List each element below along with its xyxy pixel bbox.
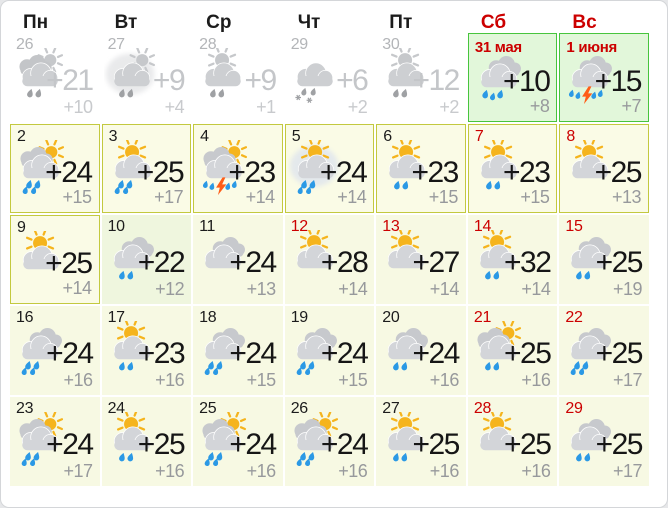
night-temp: +14	[429, 279, 459, 299]
day-temp: +23	[137, 337, 185, 370]
night-temp: +15	[62, 187, 92, 207]
day-temp: +23	[503, 156, 550, 189]
day-number: 23	[16, 400, 34, 417]
day-number: 27	[107, 36, 125, 53]
day-temp: +25	[594, 156, 641, 189]
day-temp: +24	[46, 428, 93, 461]
day-cell[interactable]	[102, 215, 192, 304]
day-temp: +9	[244, 64, 276, 97]
day-number: 5	[291, 128, 301, 145]
day-temp: +12	[412, 64, 459, 97]
day-number: 11	[199, 218, 216, 235]
day-temp: +9	[152, 64, 185, 97]
day-temp: +24	[46, 337, 93, 370]
night-temp: +13	[611, 187, 641, 207]
weekday-header-row	[10, 7, 649, 33]
day-cell[interactable]	[376, 124, 466, 213]
night-temp: +13	[246, 279, 276, 299]
day-temp: +25	[595, 428, 642, 461]
day-temp: +24	[412, 337, 459, 370]
night-temp: +16	[246, 461, 276, 481]
day-temp: +25	[504, 428, 551, 461]
night-temp: +17	[63, 461, 93, 481]
day-temp: +10	[503, 65, 550, 98]
day-temp: +27	[412, 246, 459, 279]
day-number: 26	[16, 36, 34, 53]
day-cell[interactable]	[285, 306, 375, 395]
calendar-grid	[10, 33, 649, 486]
day-cell[interactable]	[376, 215, 466, 304]
day-number: 2	[17, 128, 26, 145]
day-cell[interactable]	[285, 215, 375, 304]
day-cell[interactable]	[285, 124, 375, 213]
day-number: 31 мая	[474, 39, 522, 56]
day-number: 8	[566, 128, 576, 145]
day-number: 28	[473, 400, 492, 417]
day-number: 9	[17, 219, 26, 236]
night-temp: +2	[347, 97, 368, 117]
day-temp: +24	[320, 428, 368, 461]
day-cell[interactable]	[468, 124, 558, 213]
night-temp: +10	[63, 97, 93, 117]
day-temp: +25	[412, 428, 459, 461]
day-cell[interactable]	[102, 124, 192, 213]
day-temp: +24	[229, 428, 276, 461]
weekday-header: Вс	[572, 12, 597, 33]
day-temp: +6	[336, 64, 368, 97]
day-cell[interactable]	[559, 33, 649, 122]
night-temp: +15	[520, 187, 550, 207]
day-cell[interactable]	[468, 33, 558, 122]
day-cell[interactable]	[468, 306, 558, 395]
day-number: 29	[565, 400, 583, 417]
night-temp: +16	[429, 461, 459, 481]
night-temp: +15	[338, 370, 368, 390]
night-temp: +14	[337, 187, 367, 207]
day-temp: +24	[320, 337, 368, 370]
day-temp: +15	[594, 65, 641, 98]
cloud-sleet-icon	[287, 48, 343, 104]
day-cell[interactable]	[10, 306, 100, 395]
weekday-header: Вт	[114, 12, 138, 33]
day-cell	[10, 33, 100, 122]
day-temp: +23	[411, 156, 458, 189]
day-cell[interactable]	[10, 397, 100, 486]
night-temp: +14	[338, 279, 368, 299]
weekday-header: Сб	[480, 12, 507, 33]
day-number: 26	[290, 400, 308, 417]
day-cell[interactable]	[376, 397, 466, 486]
day-number: 29	[290, 36, 308, 53]
weekday-header: Ср	[206, 12, 232, 33]
day-number: 19	[290, 309, 308, 326]
day-cell[interactable]	[559, 397, 649, 486]
day-temp: +25	[595, 246, 642, 279]
day-temp: +25	[137, 428, 185, 461]
day-number: 22	[565, 309, 583, 326]
night-temp: +16	[521, 461, 551, 481]
day-temp: +24	[45, 156, 92, 189]
day-temp: +24	[229, 246, 276, 279]
day-temp: +22	[137, 246, 185, 279]
night-temp: +14	[521, 279, 551, 299]
night-temp: +4	[164, 97, 185, 117]
day-cell[interactable]	[10, 124, 100, 213]
day-number: 30	[382, 36, 400, 53]
day-cell[interactable]	[468, 215, 558, 304]
sun-cloud-rain-haze-icon	[104, 48, 160, 104]
day-cell[interactable]	[193, 215, 283, 304]
day-cell	[285, 33, 375, 122]
night-temp: +12	[155, 279, 185, 299]
day-number: 4	[200, 128, 209, 145]
day-cell[interactable]	[10, 215, 100, 304]
day-cell[interactable]	[193, 124, 283, 213]
day-number: 3	[108, 128, 118, 145]
day-number: 10	[107, 218, 125, 235]
day-number: 24	[107, 400, 125, 417]
night-temp: +8	[529, 96, 550, 116]
day-temp: +32	[504, 246, 551, 279]
day-cell[interactable]	[376, 306, 466, 395]
night-temp: +15	[246, 370, 276, 390]
night-temp: +15	[428, 187, 458, 207]
day-cell[interactable]	[468, 397, 558, 486]
day-cell[interactable]	[193, 397, 283, 486]
day-cell[interactable]	[193, 306, 283, 395]
day-temp: +24	[319, 156, 367, 189]
day-number: 21	[473, 309, 492, 326]
weekday-header: Пн	[23, 12, 49, 33]
night-temp: +17	[154, 187, 184, 207]
day-number: 17	[107, 309, 125, 326]
weekday-header: Чт	[297, 12, 321, 33]
day-cell[interactable]	[102, 397, 192, 486]
day-temp: +23	[228, 156, 275, 189]
day-cell[interactable]	[559, 306, 649, 395]
night-temp: +16	[521, 370, 551, 390]
night-temp: +17	[612, 461, 642, 481]
day-number: 12	[290, 218, 308, 235]
night-temp: +16	[338, 461, 368, 481]
day-temp: +25	[45, 247, 92, 280]
night-temp: +14	[62, 278, 92, 298]
night-temp: +2	[439, 97, 459, 117]
night-temp: +16	[155, 461, 185, 481]
day-cell[interactable]	[559, 215, 649, 304]
night-temp: +1	[256, 97, 276, 117]
day-number: 13	[382, 218, 400, 235]
day-cell	[376, 33, 466, 122]
day-temp: +25	[136, 156, 184, 189]
day-number: 16	[16, 309, 34, 326]
day-cell	[193, 33, 283, 122]
weekday-header: Пт	[389, 12, 413, 33]
day-cell[interactable]	[285, 397, 375, 486]
day-number: 28	[199, 36, 217, 53]
day-number: 7	[474, 128, 484, 145]
day-temp: +24	[229, 337, 276, 370]
day-number: 20	[382, 309, 400, 326]
night-temp: +7	[621, 96, 641, 116]
night-temp: +16	[155, 370, 185, 390]
day-number: 15	[565, 218, 583, 235]
night-temp: +19	[612, 279, 642, 299]
day-number: 6	[383, 128, 392, 145]
sun-cloud-rain-icon	[195, 48, 251, 104]
night-temp: +14	[245, 187, 275, 207]
night-temp: +17	[612, 370, 642, 390]
day-temp: +25	[595, 337, 642, 370]
day-temp: +28	[320, 246, 368, 279]
night-temp: +16	[63, 370, 93, 390]
day-temp: +21	[46, 64, 93, 97]
day-number: 27	[382, 400, 400, 417]
day-cell	[102, 33, 192, 122]
night-temp: +16	[429, 370, 459, 390]
day-number: 14	[473, 218, 492, 235]
day-temp: +25	[504, 337, 551, 370]
day-number: 25	[199, 400, 217, 417]
day-cell[interactable]	[102, 306, 192, 395]
day-number: 1 июня	[566, 39, 617, 56]
day-number: 18	[199, 309, 217, 326]
day-cell[interactable]	[559, 124, 649, 213]
